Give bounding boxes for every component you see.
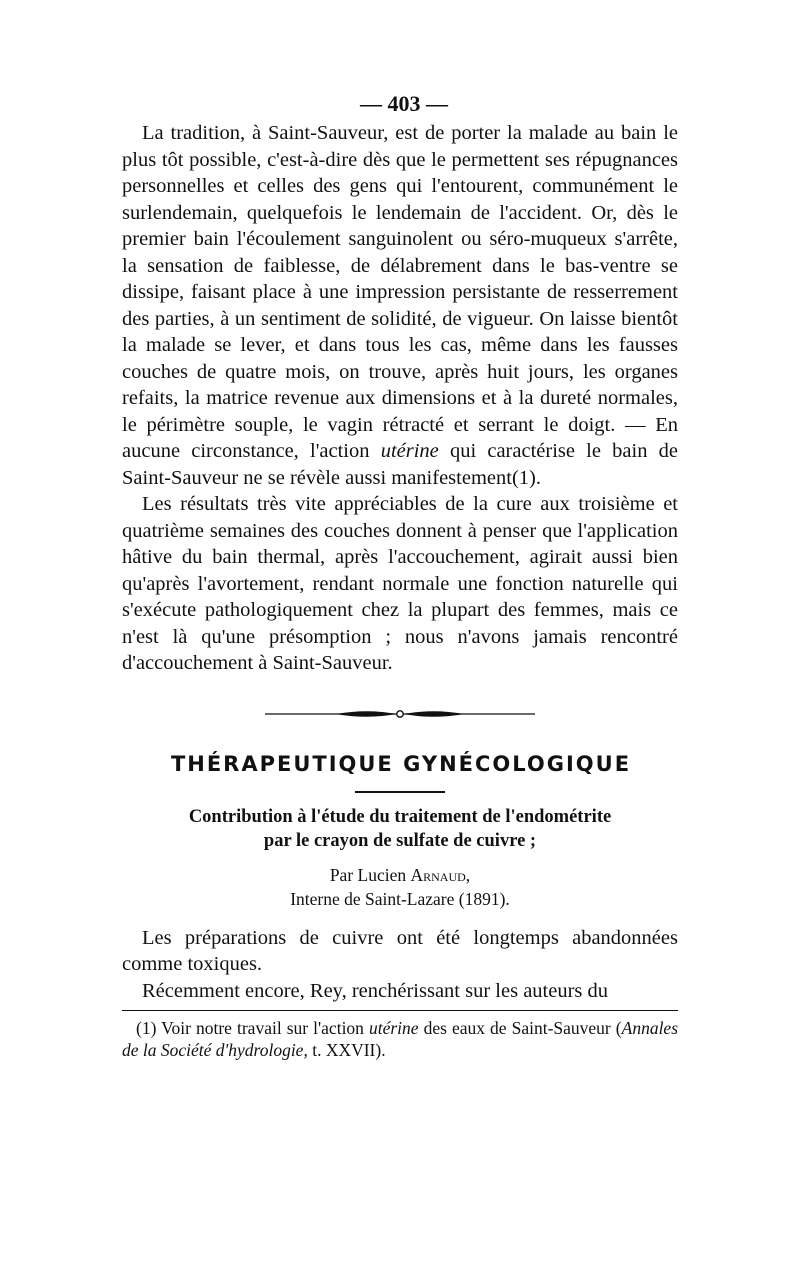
footnote-italic-2: Annales de la Société d'hydrologie, <box>122 1018 679 1060</box>
footnote <box>122 1017 678 1061</box>
author-name: Arnaud, <box>410 864 471 885</box>
paragraph-1 <box>122 120 678 491</box>
byline-line-1 <box>122 863 678 887</box>
byline <box>122 863 678 911</box>
page-number: — 403 — <box>360 91 448 116</box>
paragraph-1-end: qui caractérise le bain de Saint-Sauveur ne se révèle aussi manifestement(1). <box>122 440 679 489</box>
footnote-rule <box>122 1010 678 1011</box>
paragraph-2: Les résultats très vite appréciables de la cure aux troisième et quatrième semaines des couches donnent à penser que l'application hâtive du bain thermal, après l'accouchement, agirait aussi bien qu'après l'avortement, rendant normale une fonction naturelle qui s'exécute pathologiquement chez la plupart des femmes, mais ce n'est là qu'une présomption ; nous n'avons jamais rencontré d'accouchement à Saint-Sauveur. <box>122 493 678 674</box>
footnote-mid: des eaux de Saint-Sauveur ( <box>423 1018 622 1038</box>
footnote-italic-1: utérine <box>368 1018 419 1038</box>
paragraph-1-text: La tradition, à Saint-Sauveur, est de porter la malade au bain le plus tôt possible, c'est-à-dire dès que le permettent ses répugnances personnelles et celles des gens qui l'entourent, communément le surlendemain, quelquefois le lendemain de l'accident. Or, dès le premier bain l'écoulement sanguinolent ou séro-muqueux s'arrête, la sensation de faiblesse, de délabrement dans le bas-ventre se dissipe, faisant place à une impression persistante de resserrement des parties, à un sentiment de solidité, de vigueur. On laisse bientôt la malade se lever, et dans tous les cas, même dans les fausses couches de quatre mois, on trouve, après huit jours, les organes refaits, la matrice revenue aux dimensions et à la dureté normales, le périmètre souple, le vagin rétracté et serrant le doigt. — En aucune circonstance, l'action <box>122 122 678 462</box>
article-title-line-2: par le crayon de sulfate de cuivre ; <box>263 830 537 851</box>
paragraph-4: Récemment encore, Rey, renchérissant sur les auteurs du <box>142 979 609 1002</box>
page-content <box>122 92 678 1079</box>
section-title: THÉRAPEUTIQUE GYNÉCOLOGIQUE <box>170 751 632 776</box>
footnote-start: (1) Voir notre travail sur l'action <box>136 1018 364 1038</box>
byline-prefix: Par Lucien <box>329 864 407 885</box>
title-rule <box>355 791 445 793</box>
ornament-divider <box>265 707 535 721</box>
byline-line-2: Interne de Saint-Lazare (1891). <box>290 888 510 909</box>
article-title <box>122 805 678 853</box>
footnote-end: t. XXVII). <box>312 1040 386 1060</box>
paragraph-1-italic: utérine <box>380 440 439 462</box>
paragraph-3: Les préparations de cuivre ont été longtemps abandonnées comme toxiques. <box>122 926 678 975</box>
article-title-line-1: Contribution à l'étude du traitement de l'endométrite <box>188 806 612 827</box>
